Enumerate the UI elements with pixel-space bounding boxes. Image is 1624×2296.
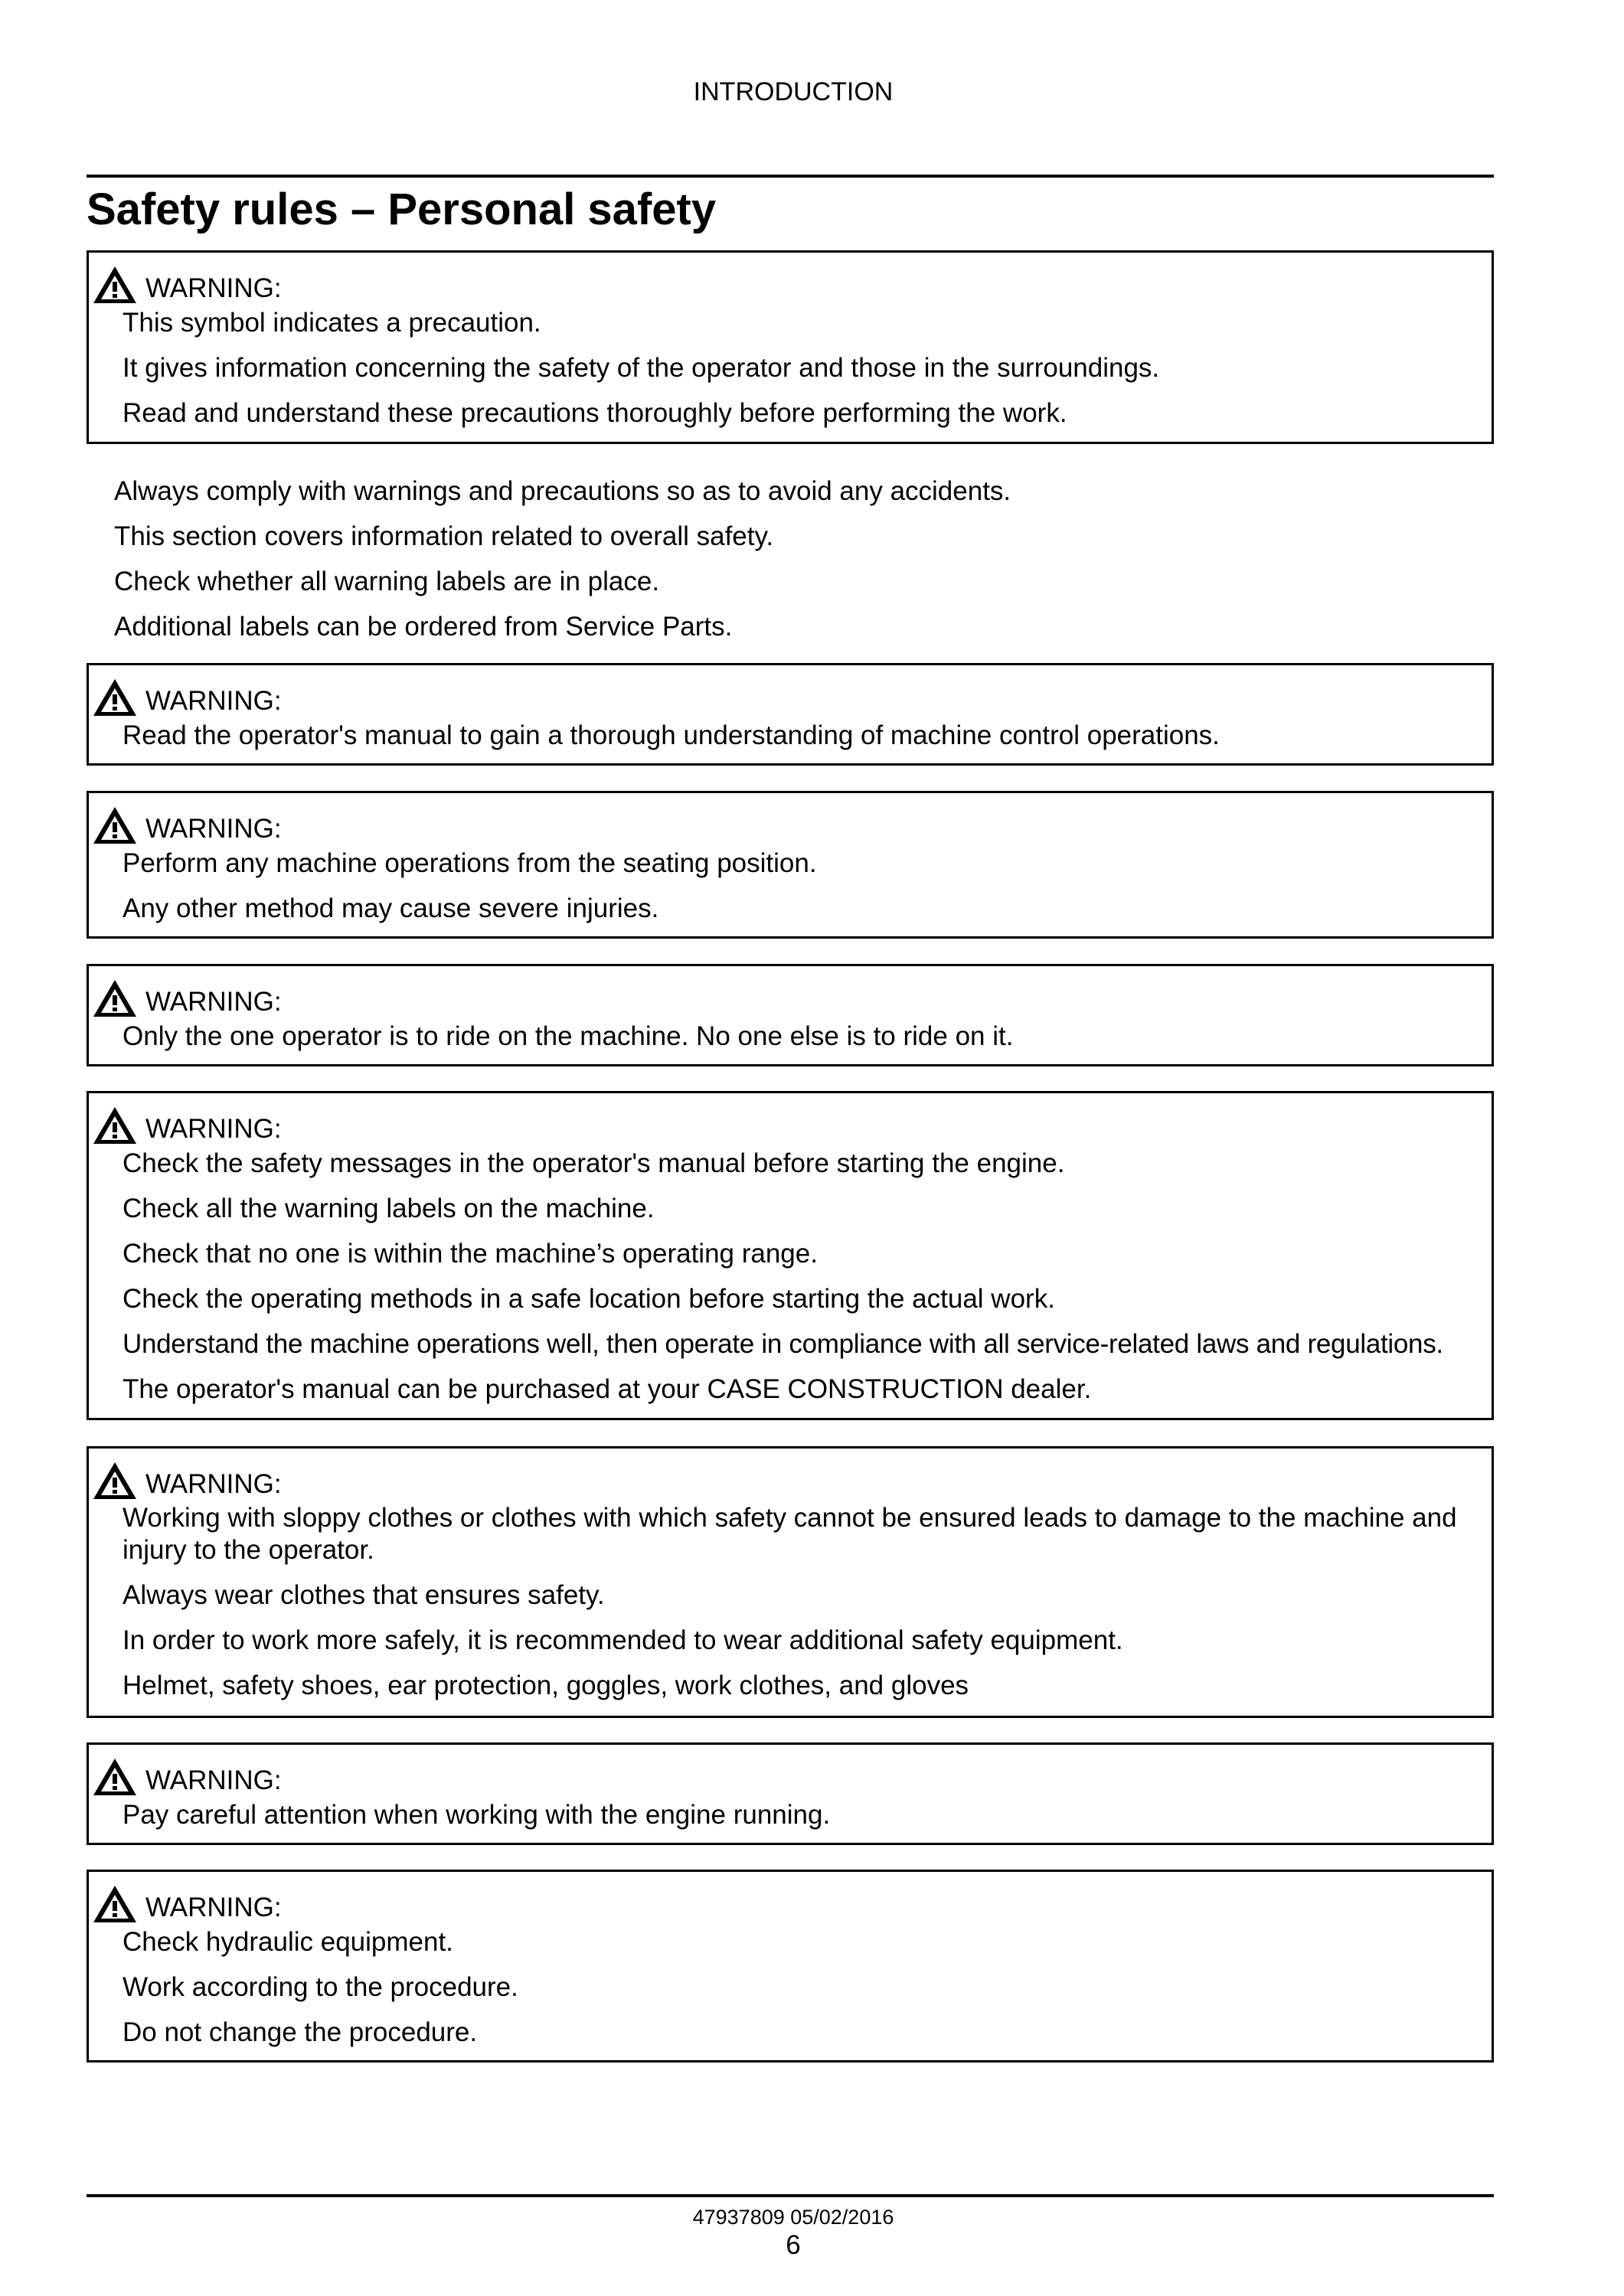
warning-line: Check hydraulic equipment. — [123, 1927, 453, 1957]
paragraph: Additional labels can be ordered from Service Parts. — [114, 612, 733, 642]
warning-line: Read the operator's manual to gain a thorough understanding of machine control operations. — [123, 720, 1220, 750]
warning-line: Pay careful attention when working with the engine running. — [123, 1800, 831, 1830]
warning-triangle-icon — [92, 1884, 138, 1924]
page-number: 6 — [786, 2230, 801, 2260]
title-rule — [87, 175, 1494, 178]
warning-box-rider — [87, 964, 1494, 1066]
warning-triangle-icon — [92, 265, 138, 305]
paragraph: Check whether all warning labels are in place. — [114, 567, 660, 596]
warning-label: WARNING: — [145, 273, 282, 303]
warning-line: Always wear clothes that ensures safety. — [123, 1580, 605, 1610]
warning-box-clothing — [87, 1446, 1494, 1718]
warning-label: WARNING: — [145, 987, 282, 1017]
warning-line: Work according to the procedure. — [123, 1972, 518, 2002]
warning-line: In order to work more safely, it is recommended to wear additional safety equipment. — [123, 1625, 1123, 1655]
warning-box-manual — [87, 663, 1494, 766]
warning-line: It gives information concerning the safety of the operator and those in the surroundings. — [123, 353, 1160, 383]
warning-box-hydraulic — [87, 1870, 1494, 2062]
warning-head — [92, 978, 282, 1018]
warning-box-checks — [87, 1091, 1494, 1420]
warning-triangle-icon — [92, 1106, 138, 1145]
page-title: Safety rules – Personal safety — [87, 185, 717, 234]
warning-line: Any other method may cause severe injuries. — [123, 893, 659, 923]
warning-text — [123, 719, 1485, 752]
warning-line: Check all the warning labels on the machine. — [123, 1194, 655, 1223]
warning-line: Do not change the procedure. — [123, 2017, 478, 2047]
warning-label: WARNING: — [145, 814, 282, 844]
paragraph: This section covers information related to overall safety. — [114, 521, 774, 551]
warning-line: Read and understand these precautions thoroughly before performing the work. — [123, 398, 1067, 428]
warning-label: WARNING: — [145, 1893, 282, 1922]
warning-box-symbol — [87, 250, 1494, 444]
warning-text — [123, 1020, 1485, 1053]
paragraph: Always comply with warnings and precautions so as to avoid any accidents. — [114, 476, 1011, 506]
warning-line: Only the one operator is to ride on the machine. No one else is to ride on it. — [123, 1021, 1014, 1051]
warning-line: Understand the machine operations well, then operate in compliance with all service-related laws and regulations. — [123, 1329, 1443, 1359]
warning-label: WARNING: — [145, 1114, 282, 1144]
warning-line: Check the operating methods in a safe location before starting the actual work. — [123, 1284, 1055, 1314]
warning-text — [123, 1147, 1492, 1406]
warning-text — [123, 1502, 1461, 1702]
warning-line: The operator's manual can be purchased at your CASE CONSTRUCTION dealer. — [123, 1374, 1092, 1404]
warning-head — [92, 1106, 282, 1145]
running-header: INTRODUCTION — [693, 77, 894, 106]
warning-label: WARNING: — [145, 1469, 282, 1499]
warning-line: Check the safety messages in the operator's manual before starting the engine. — [123, 1148, 1065, 1178]
intro-paragraphs — [114, 475, 1011, 655]
warning-line: Helmet, safety shoes, ear protection, goggles, work clothes, and gloves — [123, 1671, 969, 1700]
warning-line: This symbol indicates a precaution. — [123, 308, 541, 338]
warning-label: WARNING: — [145, 686, 282, 716]
warning-triangle-icon — [92, 1461, 138, 1501]
warning-triangle-icon — [92, 978, 138, 1018]
warning-text — [123, 847, 1485, 925]
warning-box-seating — [87, 791, 1494, 939]
warning-head — [92, 1757, 282, 1797]
warning-head — [92, 678, 282, 717]
warning-triangle-icon — [92, 678, 138, 717]
warning-box-engine — [87, 1742, 1494, 1845]
warning-text — [123, 1925, 1485, 2049]
warning-head — [92, 265, 282, 305]
warning-text — [123, 1798, 1485, 1831]
warning-head — [92, 1461, 282, 1501]
warning-head — [92, 805, 282, 845]
warning-label: WARNING: — [145, 1765, 282, 1795]
warning-text — [123, 306, 1485, 429]
document-reference: 47937809 05/02/2016 — [692, 2206, 894, 2229]
footer-rule — [87, 2194, 1494, 2197]
warning-triangle-icon — [92, 1757, 138, 1797]
warning-triangle-icon — [92, 805, 138, 845]
warning-head — [92, 1884, 282, 1924]
warning-line: Working with sloppy clothes or clothes with which safety cannot be ensured leads to damage to the machine and injury to the operator. — [123, 1503, 1457, 1565]
warning-line: Perform any machine operations from the seating position. — [123, 848, 817, 878]
warning-line: Check that no one is within the machine’s operating range. — [123, 1239, 818, 1269]
